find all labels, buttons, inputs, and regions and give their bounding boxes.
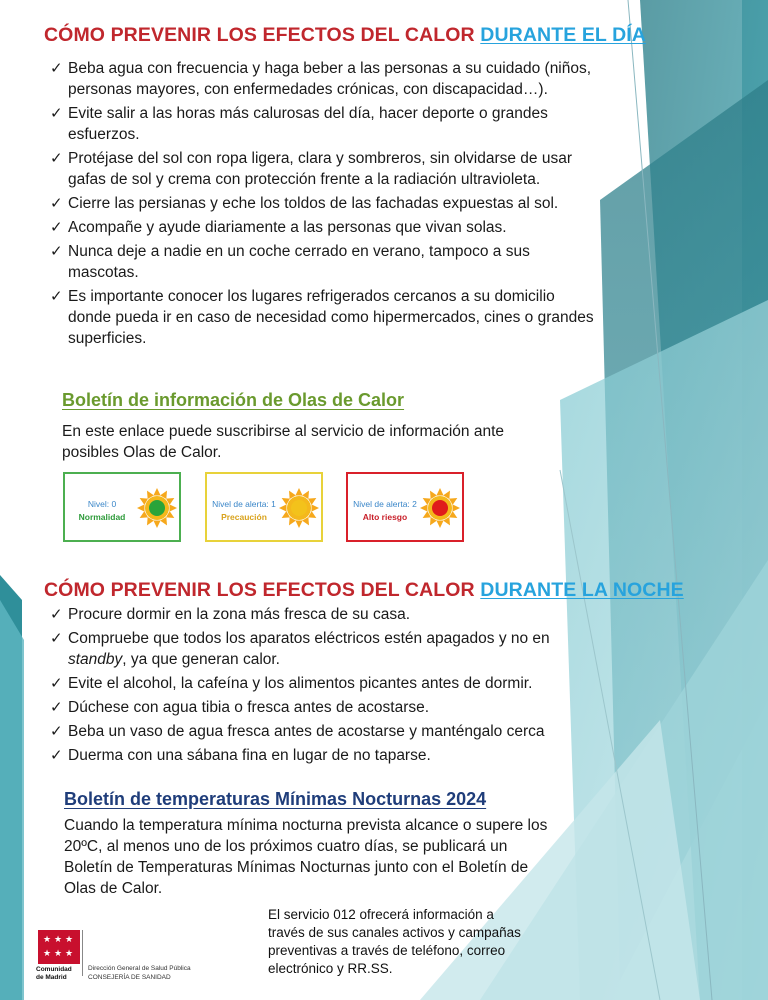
check-icon: ✓ (50, 150, 63, 167)
logo-name: Comunidad de Madrid (36, 966, 72, 981)
sun-ray (295, 488, 302, 496)
level-label: Nivel de alerta: 2 (353, 499, 417, 509)
list-item: ✓ Procure dormir en la zona más fresca de su casa. (50, 606, 411, 623)
list-item: ✓ Beba un vaso de agua fresca antes de acostarse y manténgalo cerca (50, 723, 545, 740)
heat-bulletin-text: En este enlace puede suscribirse al servicio de información ante posibles Olas de Calor. (62, 423, 504, 461)
level-status: Normalidad (78, 512, 126, 522)
night-bulletin-text: Cuando la temperatura mínima nocturna prevista alcance o supere los 20ºC, al menos uno de los próximos cuatro días, se publicará un Boletín de Temperaturas Mínimas Nocturnas junto con el Boletín de Olas de Calor. (64, 817, 548, 897)
day-section-title (44, 24, 646, 47)
list-item: ✓ Duerma con una sábana fina en lugar de no taparse. (50, 747, 431, 764)
day-checklist (50, 58, 595, 352)
night-title-blue-link[interactable]: DURANTE LA NOCHE (480, 579, 684, 601)
night-bulletin-title-link[interactable]: Boletín de temperaturas Mínimas Nocturnas 2024 (64, 789, 487, 809)
check-icon: ✓ (50, 243, 63, 260)
star-icon: ★ (43, 948, 52, 958)
check-icon: ✓ (50, 606, 63, 623)
sun-ray (436, 488, 443, 496)
sun-ray (420, 504, 428, 511)
logo-department: Dirección General de Salud Pública CONSEJERÍA DE SANIDAD (88, 965, 191, 981)
heat-bulletin-title-link[interactable]: Boletín de información de Olas de Calor (62, 390, 405, 410)
check-icon: ✓ (50, 723, 63, 740)
level-status: Precaución (221, 512, 267, 522)
check-icon: ✓ (50, 219, 63, 236)
day-title-blue-link[interactable]: DURANTE EL DÍA (480, 24, 646, 46)
service-012-note: El servicio 012 ofrecerá información a través de sus canales activos y campañas preventivas a través de teléfono, correo electrónico y RR.SS. (268, 907, 521, 976)
day-title-red: CÓMO PREVENIR LOS EFECTOS DEL CALOR (44, 24, 475, 46)
list-item: ✓ Beba agua con frecuencia y haga beber a las personas a su cuidado (niños, personas mayores, con enfermedades crónicas, con discapacidad…). (50, 60, 592, 98)
star-icon: ★ (65, 948, 74, 958)
sun-icon (135, 486, 179, 530)
sun-ray (153, 520, 160, 528)
level-normal-card (63, 472, 181, 542)
list-item: ✓ Evite el alcohol, la cafeína y los alimentos picantes antes de dormir. (50, 675, 533, 692)
list-item: ✓ Evite salir a las horas más calurosas del día, hacer deporte o grandes esfuerzos. (50, 105, 548, 143)
sun-ray (311, 504, 319, 511)
list-item: ✓ Acompañe y ayude diariamente a las personas que vivan solas. (50, 219, 507, 236)
sun-icon (277, 486, 321, 530)
sun-icon (418, 486, 462, 530)
check-icon: ✓ (50, 699, 63, 716)
list-item: ✓ Protéjase del sol con ropa ligera, clara y sombreros, sin olvidarse de usar gafas de sol y crema con protección frente a la radiación ultravioleta. (50, 150, 572, 188)
night-checklist (50, 604, 580, 769)
list-item: ✓ Es importante conocer los lugares refrigerados cercanos a su domicilio donde pueda ir en caso de necesidad como hipermercados, cines o grandes superficies. (50, 288, 594, 347)
sun-ray (169, 504, 177, 511)
list-item: ✓ Dúchese con agua tibia o fresca antes de acostarse. (50, 699, 430, 716)
night-title-red: CÓMO PREVENIR LOS EFECTOS DEL CALOR (44, 579, 475, 601)
check-icon: ✓ (50, 630, 63, 647)
level-label: Nivel de alerta: 1 (212, 499, 276, 509)
sun-ray (436, 520, 443, 528)
level-caution-card (205, 472, 323, 542)
list-item: ✓ Compruebe que todos los aparatos eléctricos estén apagados y no en standby, ya que generan calor. (50, 630, 550, 668)
star-icon: ★ (43, 934, 52, 944)
check-icon: ✓ (50, 195, 63, 212)
check-icon: ✓ (50, 60, 63, 77)
logo-divider (82, 930, 83, 976)
sun-ray (295, 520, 302, 528)
check-icon: ✓ (50, 747, 63, 764)
comunidad-madrid-logo (38, 930, 80, 964)
sun-ray (137, 504, 145, 511)
star-icon: ★ (54, 948, 63, 958)
sun-ray (279, 504, 287, 511)
star-icon: ★ (54, 934, 63, 944)
list-item: ✓ Nunca deje a nadie en un coche cerrado en verano, tampoco a sus mascotas. (50, 243, 530, 281)
level-status: Alto riesgo (362, 512, 408, 522)
check-icon: ✓ (50, 288, 63, 305)
night-section-title (44, 579, 684, 602)
check-icon: ✓ (50, 675, 63, 692)
sun-ray (153, 488, 160, 496)
level-label: Nivel: 0 (87, 499, 117, 509)
level-high-risk-card (346, 472, 464, 542)
check-icon: ✓ (50, 105, 63, 122)
star-icon: ★ (65, 934, 74, 944)
sun-ray (452, 504, 460, 511)
list-item: ✓ Cierre las persianas y eche los toldos de las fachadas expuestas al sol. (50, 195, 559, 212)
